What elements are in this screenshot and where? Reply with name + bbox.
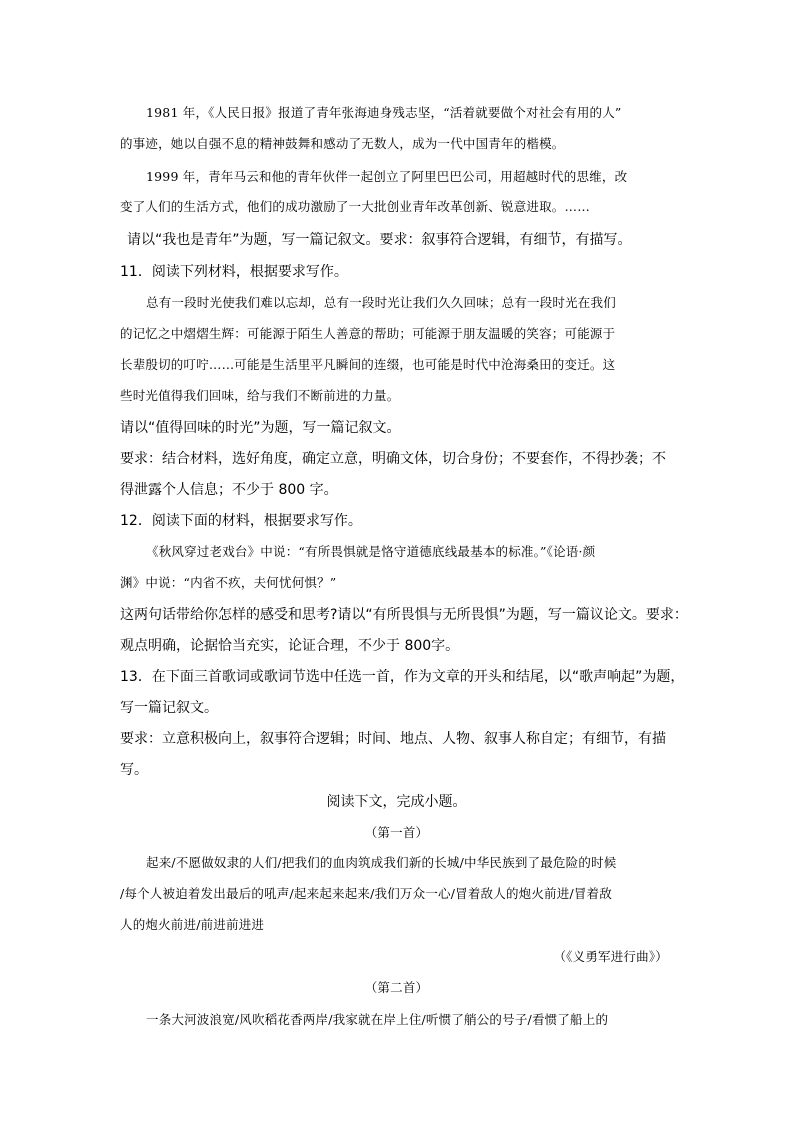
q11-material-line-4: 些时光值得我们回味，给与我们不断前进的力量。 — [120, 388, 400, 403]
song-1-lyric-line-1: 起来/不愿做奴隶的人们/把我们的血肉筑成我们新的长城/中华民族到了最危险的时候 — [146, 855, 617, 870]
q11-material-line-2: 的记忆之中熠熠生辉：可能源于陌生人善意的帮助；可能源于朋友温暖的笑容；可能源于 — [120, 326, 616, 341]
q13-question-line-1: 13．在下面三首歌词或歌词节选中任选一首，作为文章的开头和结尾，以“歌声响起”为题， — [120, 669, 685, 685]
q13-requirement-line-2: 写。 — [120, 762, 148, 778]
q11-requirement-line-1: 要求：结合材料，选好角度，确定立意，明确文体，切合身份；不要套作，不得抄袭；不 — [120, 451, 666, 467]
q11-material-line-1: 总有一段时光使我们难以忘却，总有一段时光让我们久久回味；总有一段时光在我们 — [146, 295, 616, 310]
q12-prompt-line-1: 这两句话带给你怎样的感受和思考?请以“有所畏惧与无所畏惧”为题，写一篇议论文。要求： — [120, 607, 688, 623]
q11-prompt: 请以“值得回味的时光”为题，写一篇记叙文。 — [120, 420, 401, 436]
song-1-title: （第一首） — [364, 825, 429, 840]
q12-prompt-line-2: 观点明确，论据恰当充实，论证合理，不少于 800字。 — [120, 638, 460, 654]
song-2-title: （第二首） — [364, 980, 429, 995]
song-1-lyric-line-2: /每个人被迫着发出最后的吼声/起来起来起来/我们万众一心/冒着敌人的炮火前进/冒着敌 — [120, 886, 612, 901]
q10-material-2-line-1: 1999 年，青年马云和他的青年伙伴一起创立了阿里巴巴公司，用超越时代的思维，改 — [146, 169, 628, 184]
q10-material-2-line-2: 变了人们的生活方式，他们的成功激励了一大批创业青年改革创新、锐意进取。…… — [120, 199, 590, 214]
song-2-lyric-line-1: 一条大河波浪宽/风吹稻花香两岸/我家就在岸上住/听惯了艄公的号子/看惯了船上的 — [146, 1012, 609, 1027]
reading-instruction: 阅读下文，完成小题。 — [326, 794, 467, 810]
q10-prompt: 请以“我也是青年”为题，写一篇记叙文。要求：叙事符合逻辑，有细节，有描写。 — [127, 232, 632, 248]
q12-material-line-1: 《秋风穿过老戏台》中说：“有所畏惧就是恪守道德底线最基本的标准。”《论语·颜 — [146, 544, 596, 559]
q13-question-line-2: 写一篇记叙文。 — [120, 700, 218, 716]
q10-material-1-line-1: 1981 年，《人民日报》报道了青年张海迪身残志坚，“活着就要做个对社会有用的人” — [146, 105, 622, 120]
q12-heading: 12．阅读下面的材料，根据要求写作。 — [120, 513, 362, 529]
q11-requirement-line-2: 得泄露个人信息；不少于 800 字。 — [120, 482, 338, 498]
q10-material-1-line-2: 的事迹，她以自强不息的精神鼓舞和感动了无数人，成为一代中国青年的楷模。 — [120, 136, 565, 151]
q11-material-line-3: 长辈殷切的叮咛……可能是生活里平凡瞬间的连缀，也可能是时代中沧海桑田的变迁。这 — [120, 357, 616, 372]
q12-material-line-2: 渊》中说：“内省不疚，夫何忧何惧？” — [120, 575, 337, 590]
song-1-source: （《义勇军进行曲》） — [553, 949, 668, 964]
song-1-lyric-line-3: 人的炮火前进/前进前进进 — [120, 917, 265, 932]
q13-requirement-line-1: 要求：立意积极向上，叙事符合逻辑；时间、地点、人物、叙事人称自定；有细节，有描 — [120, 731, 666, 747]
q11-heading: 11．阅读下列材料，根据要求写作。 — [120, 264, 348, 280]
